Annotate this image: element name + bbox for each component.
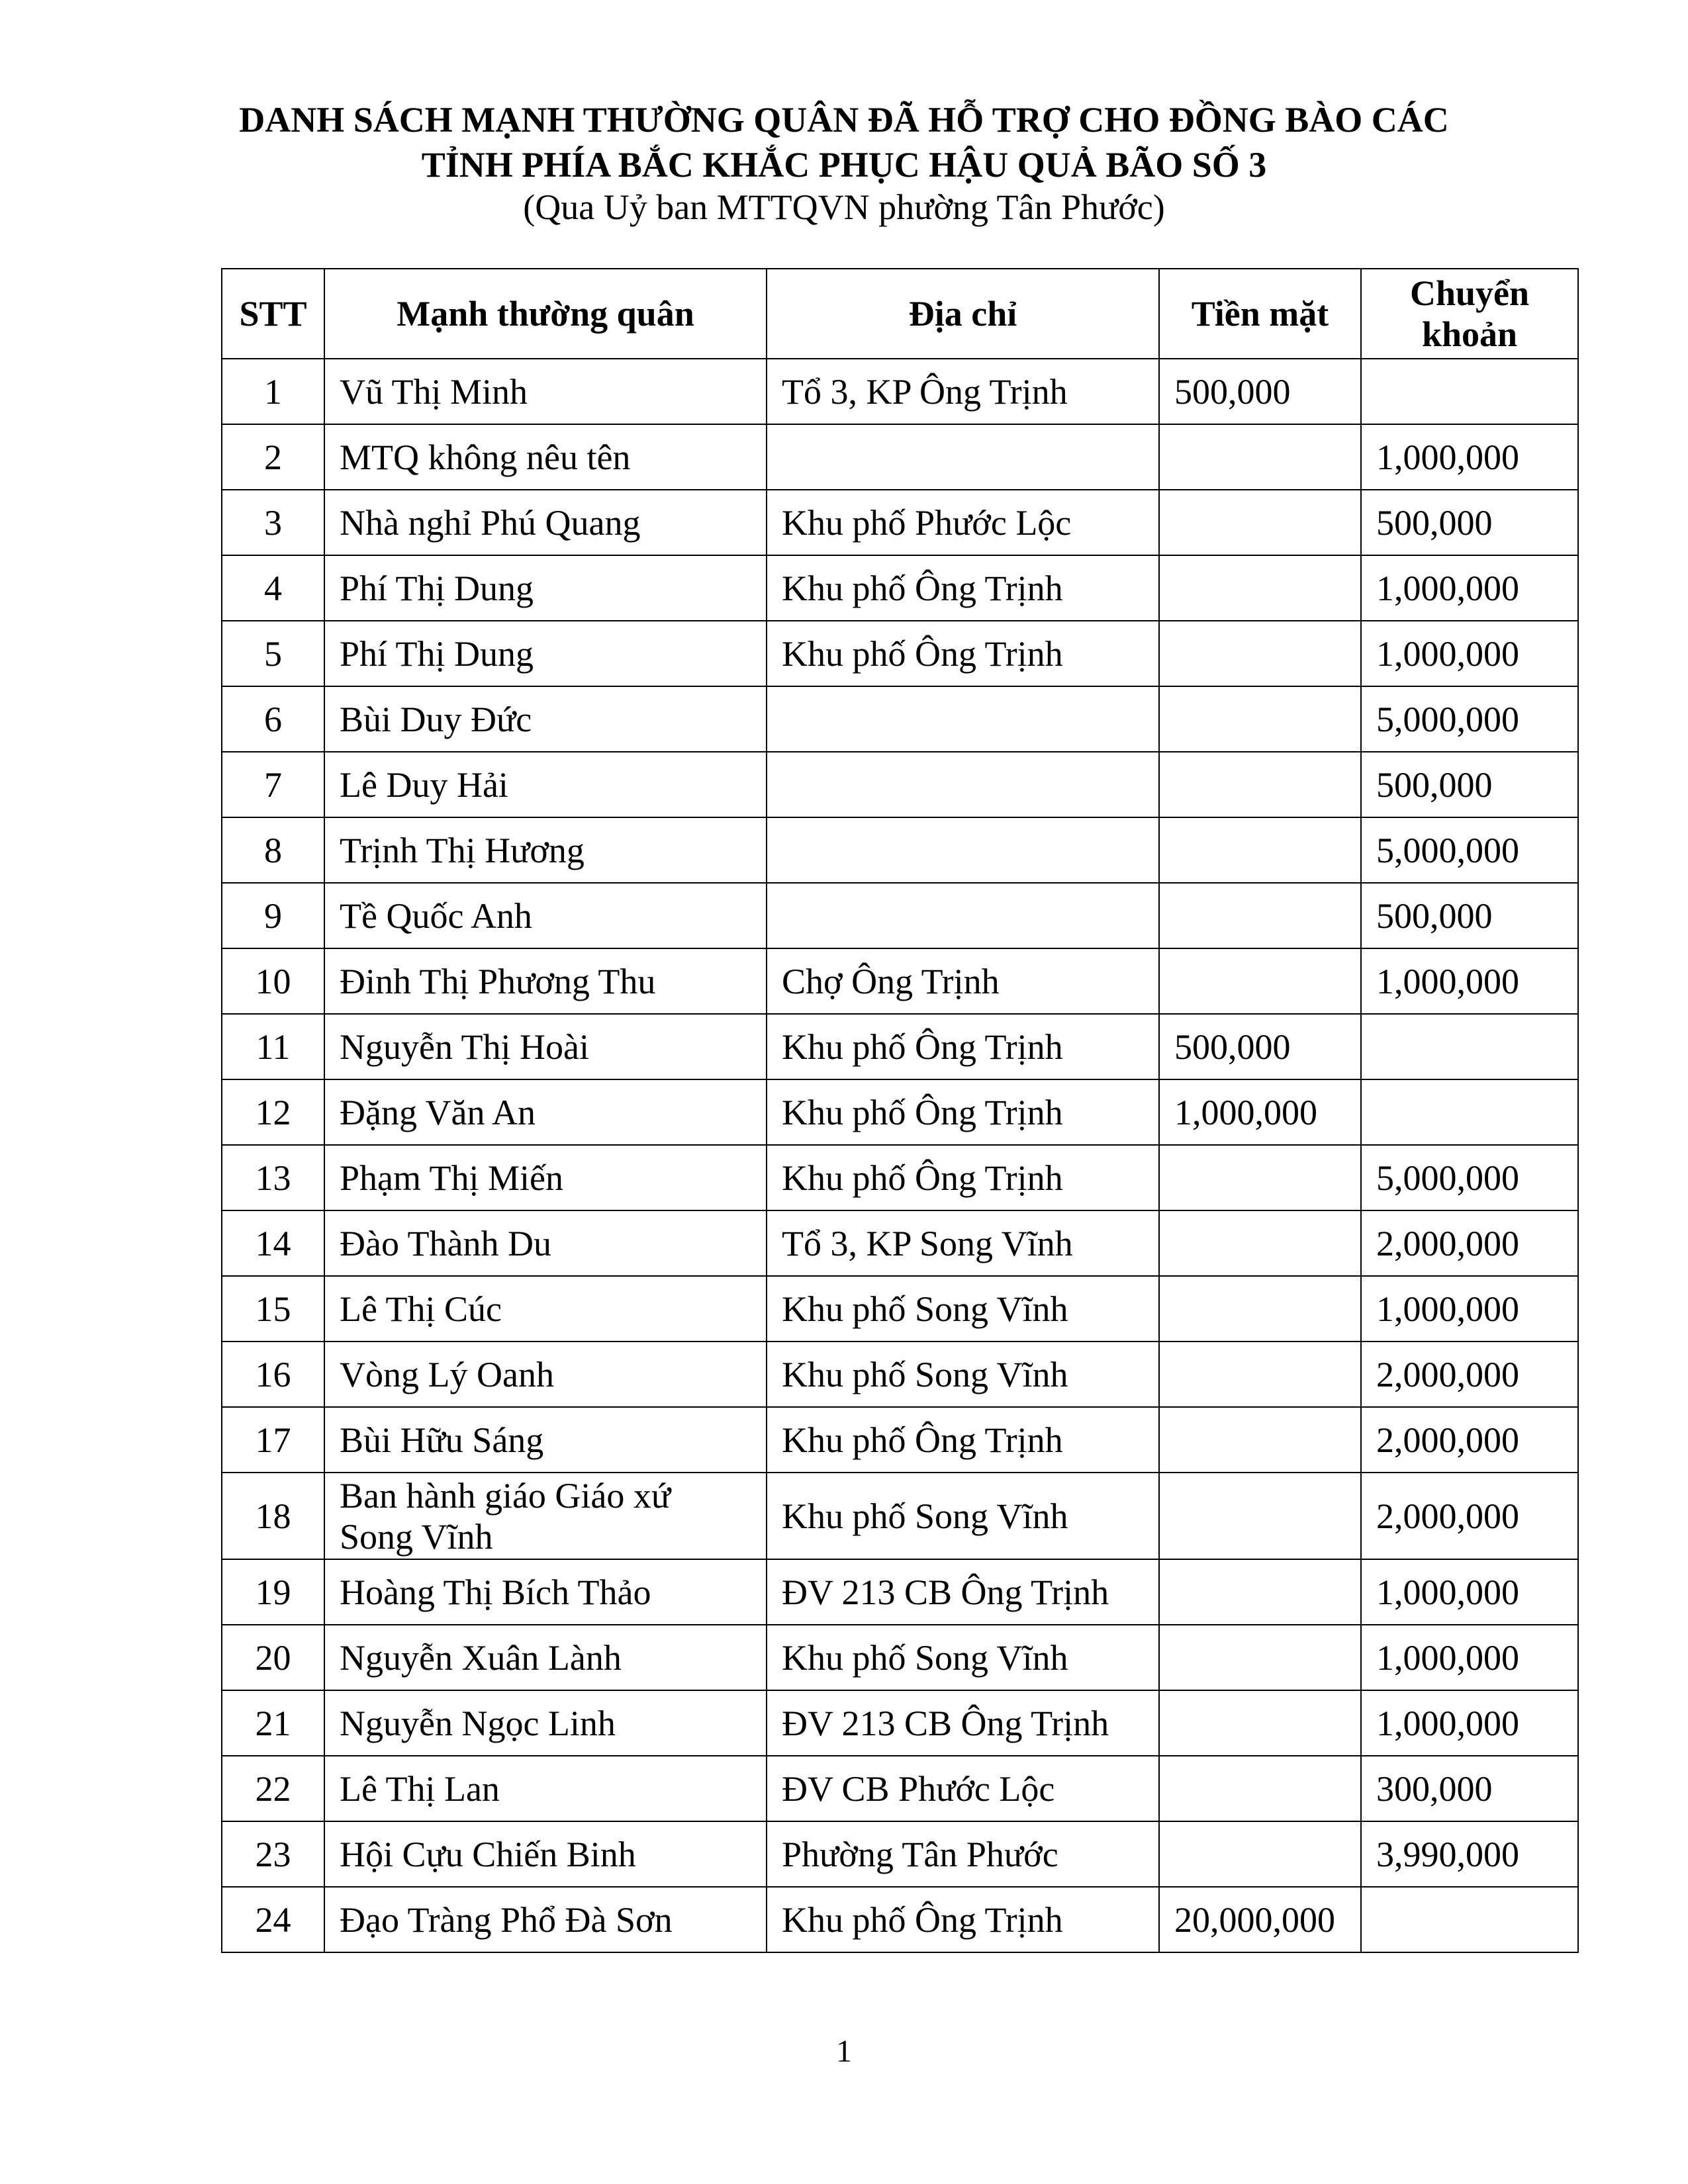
cell-donor-name: Lê Duy Hải (324, 752, 767, 817)
document-subtitle: (Qua Uỷ ban MTTQVN phường Tân Phước) (523, 187, 1165, 227)
cell-address: Khu phố Ông Trịnh (767, 1887, 1159, 1952)
cell-stt: 1 (222, 359, 324, 424)
cell-stt: 19 (222, 1559, 324, 1625)
cell-stt: 23 (222, 1821, 324, 1887)
cell-stt: 16 (222, 1342, 324, 1407)
cell-cash (1159, 1756, 1361, 1821)
table-row (222, 686, 1578, 752)
cell-stt: 4 (222, 555, 324, 621)
cell-address: Khu phố Song Vĩnh (767, 1625, 1159, 1690)
cell-stt: 24 (222, 1887, 324, 1952)
table-row (222, 752, 1578, 817)
cell-transfer: 300,000 (1361, 1756, 1578, 1821)
table-row (222, 1473, 1578, 1559)
cell-transfer: 500,000 (1361, 883, 1578, 948)
table-row (222, 1342, 1578, 1407)
cell-cash: 1,000,000 (1159, 1079, 1361, 1145)
cell-donor-name: Nguyễn Ngọc Linh (324, 1690, 767, 1756)
cell-stt: 22 (222, 1756, 324, 1821)
table-row (222, 948, 1578, 1014)
cell-donor-name: Tề Quốc Anh (324, 883, 767, 948)
cell-cash (1159, 1276, 1361, 1342)
table-row (222, 1407, 1578, 1473)
cell-donor-name: Trịnh Thị Hương (324, 817, 767, 883)
cell-stt: 12 (222, 1079, 324, 1145)
cell-stt: 20 (222, 1625, 324, 1690)
cell-transfer: 5,000,000 (1361, 686, 1578, 752)
cell-transfer: 1,000,000 (1361, 1690, 1578, 1756)
table-row (222, 1559, 1578, 1625)
cell-cash (1159, 1407, 1361, 1473)
cell-cash (1159, 1473, 1361, 1559)
cell-cash (1159, 883, 1361, 948)
cell-cash: 500,000 (1159, 1014, 1361, 1079)
cell-cash (1159, 1145, 1361, 1210)
cell-address: Khu phố Song Vĩnh (767, 1473, 1159, 1559)
cell-stt: 7 (222, 752, 324, 817)
table-row (222, 1079, 1578, 1145)
cell-cash (1159, 948, 1361, 1014)
cell-donor-name: Hội Cựu Chiến Binh (324, 1821, 767, 1887)
table-row (222, 621, 1578, 686)
cell-cash (1159, 555, 1361, 621)
cell-stt: 5 (222, 621, 324, 686)
table-row (222, 817, 1578, 883)
header-transfer: Chuyển khoản (1361, 269, 1578, 359)
cell-donor-name: Bùi Duy Đức (324, 686, 767, 752)
cell-address: Khu phố Phước Lộc (767, 490, 1159, 555)
cell-transfer: 1,000,000 (1361, 1559, 1578, 1625)
cell-donor-name: Nhà nghỉ Phú Quang (324, 490, 767, 555)
cell-cash (1159, 621, 1361, 686)
header-address: Địa chỉ (767, 269, 1159, 359)
table-row (222, 1210, 1578, 1276)
table-row (222, 1276, 1578, 1342)
table-row (222, 424, 1578, 490)
cell-donor-name: Hoàng Thị Bích Thảo (324, 1559, 767, 1625)
cell-stt: 10 (222, 948, 324, 1014)
cell-stt: 6 (222, 686, 324, 752)
table-row (222, 1690, 1578, 1756)
cell-donor-name: Bùi Hữu Sáng (324, 1407, 767, 1473)
cell-stt: 2 (222, 424, 324, 490)
cell-address: Khu phố Ông Trịnh (767, 621, 1159, 686)
cell-address: Tổ 3, KP Song Vĩnh (767, 1210, 1159, 1276)
cell-address: Khu phố Ông Trịnh (767, 555, 1159, 621)
cell-donor-name: Đặng Văn An (324, 1079, 767, 1145)
cell-cash (1159, 1210, 1361, 1276)
cell-stt: 13 (222, 1145, 324, 1210)
donor-table (221, 268, 1579, 1953)
cell-cash (1159, 490, 1361, 555)
cell-donor-name: Ban hành giáo Giáo xứ Song Vĩnh (324, 1473, 767, 1559)
table-row (222, 1014, 1578, 1079)
cell-cash: 500,000 (1159, 359, 1361, 424)
cell-stt: 3 (222, 490, 324, 555)
cell-cash (1159, 752, 1361, 817)
cell-address: ĐV 213 CB Ông Trịnh (767, 1559, 1159, 1625)
cell-donor-name: Đinh Thị Phương Thu (324, 948, 767, 1014)
cell-transfer: 2,000,000 (1361, 1210, 1578, 1276)
cell-transfer: 1,000,000 (1361, 555, 1578, 621)
cell-cash (1159, 1559, 1361, 1625)
header-stt: STT (222, 269, 324, 359)
cell-address: ĐV 213 CB Ông Trịnh (767, 1690, 1159, 1756)
header-cash: Tiền mặt (1159, 269, 1361, 359)
cell-transfer (1361, 359, 1578, 424)
cell-transfer: 1,000,000 (1361, 621, 1578, 686)
cell-address: Khu phố Ông Trịnh (767, 1014, 1159, 1079)
cell-stt: 21 (222, 1690, 324, 1756)
cell-transfer: 500,000 (1361, 752, 1578, 817)
cell-cash (1159, 1625, 1361, 1690)
cell-transfer: 2,000,000 (1361, 1407, 1578, 1473)
table-row (222, 1821, 1578, 1887)
cell-donor-name: Phí Thị Dung (324, 621, 767, 686)
cell-stt: 17 (222, 1407, 324, 1473)
cell-address: Tổ 3, KP Ông Trịnh (767, 359, 1159, 424)
table-row (222, 1756, 1578, 1821)
cell-transfer: 5,000,000 (1361, 1145, 1578, 1210)
cell-cash (1159, 686, 1361, 752)
table-row (222, 1887, 1578, 1952)
table-row (222, 490, 1578, 555)
cell-donor-name: Phạm Thị Miến (324, 1145, 767, 1210)
cell-donor-name: Lê Thị Cúc (324, 1276, 767, 1342)
cell-cash (1159, 817, 1361, 883)
cell-address: Khu phố Song Vĩnh (767, 1276, 1159, 1342)
cell-transfer (1361, 1887, 1578, 1952)
cell-address (767, 883, 1159, 948)
document-title-line-1: DANH SÁCH MẠNH THƯỜNG QUÂN ĐÃ HỖ TRỢ CHO ĐỒNG BÀO CÁC (239, 100, 1449, 140)
cell-donor-name: Đào Thành Du (324, 1210, 767, 1276)
cell-cash (1159, 1690, 1361, 1756)
cell-stt: 8 (222, 817, 324, 883)
cell-address: Khu phố Ông Trịnh (767, 1145, 1159, 1210)
cell-transfer: 2,000,000 (1361, 1473, 1578, 1559)
cell-cash (1159, 1342, 1361, 1407)
cell-transfer: 1,000,000 (1361, 1625, 1578, 1690)
cell-stt: 14 (222, 1210, 324, 1276)
cell-address: ĐV CB Phước Lộc (767, 1756, 1159, 1821)
cell-transfer: 1,000,000 (1361, 948, 1578, 1014)
cell-address: Chợ Ông Trịnh (767, 948, 1159, 1014)
cell-address (767, 817, 1159, 883)
document-title-line-2: TỈNH PHÍA BẮC KHẮC PHỤC HẬU QUẢ BÃO SỐ 3 (421, 145, 1267, 185)
cell-address: Khu phố Song Vĩnh (767, 1342, 1159, 1407)
cell-address: Phường Tân Phước (767, 1821, 1159, 1887)
cell-transfer: 500,000 (1361, 490, 1578, 555)
cell-transfer: 1,000,000 (1361, 1276, 1578, 1342)
cell-donor-name: Phí Thị Dung (324, 555, 767, 621)
table-row (222, 359, 1578, 424)
cell-transfer: 5,000,000 (1361, 817, 1578, 883)
table-header-row (222, 269, 1578, 359)
cell-stt: 9 (222, 883, 324, 948)
cell-cash: 20,000,000 (1159, 1887, 1361, 1952)
cell-address (767, 686, 1159, 752)
table-row (222, 1625, 1578, 1690)
cell-address (767, 424, 1159, 490)
header-donor-name: Mạnh thường quân (324, 269, 767, 359)
cell-stt: 11 (222, 1014, 324, 1079)
cell-donor-name: Lê Thị Lan (324, 1756, 767, 1821)
cell-transfer: 2,000,000 (1361, 1342, 1578, 1407)
cell-address: Khu phố Ông Trịnh (767, 1079, 1159, 1145)
cell-donor-name: Vòng Lý Oanh (324, 1342, 767, 1407)
cell-donor-name: Đạo Tràng Phổ Đà Sơn (324, 1887, 767, 1952)
table-row (222, 1145, 1578, 1210)
cell-transfer: 3,990,000 (1361, 1821, 1578, 1887)
cell-transfer (1361, 1014, 1578, 1079)
cell-cash (1159, 1821, 1361, 1887)
cell-transfer (1361, 1079, 1578, 1145)
cell-transfer: 1,000,000 (1361, 424, 1578, 490)
page-number: 1 (836, 2034, 852, 2069)
cell-donor-name: Nguyễn Xuân Lành (324, 1625, 767, 1690)
cell-donor-name: MTQ không nêu tên (324, 424, 767, 490)
cell-stt: 18 (222, 1473, 324, 1559)
cell-cash (1159, 424, 1361, 490)
table-row (222, 883, 1578, 948)
cell-donor-name: Vũ Thị Minh (324, 359, 767, 424)
cell-donor-name: Nguyễn Thị Hoài (324, 1014, 767, 1079)
table-row (222, 555, 1578, 621)
cell-address: Khu phố Ông Trịnh (767, 1407, 1159, 1473)
cell-stt: 15 (222, 1276, 324, 1342)
cell-address (767, 752, 1159, 817)
